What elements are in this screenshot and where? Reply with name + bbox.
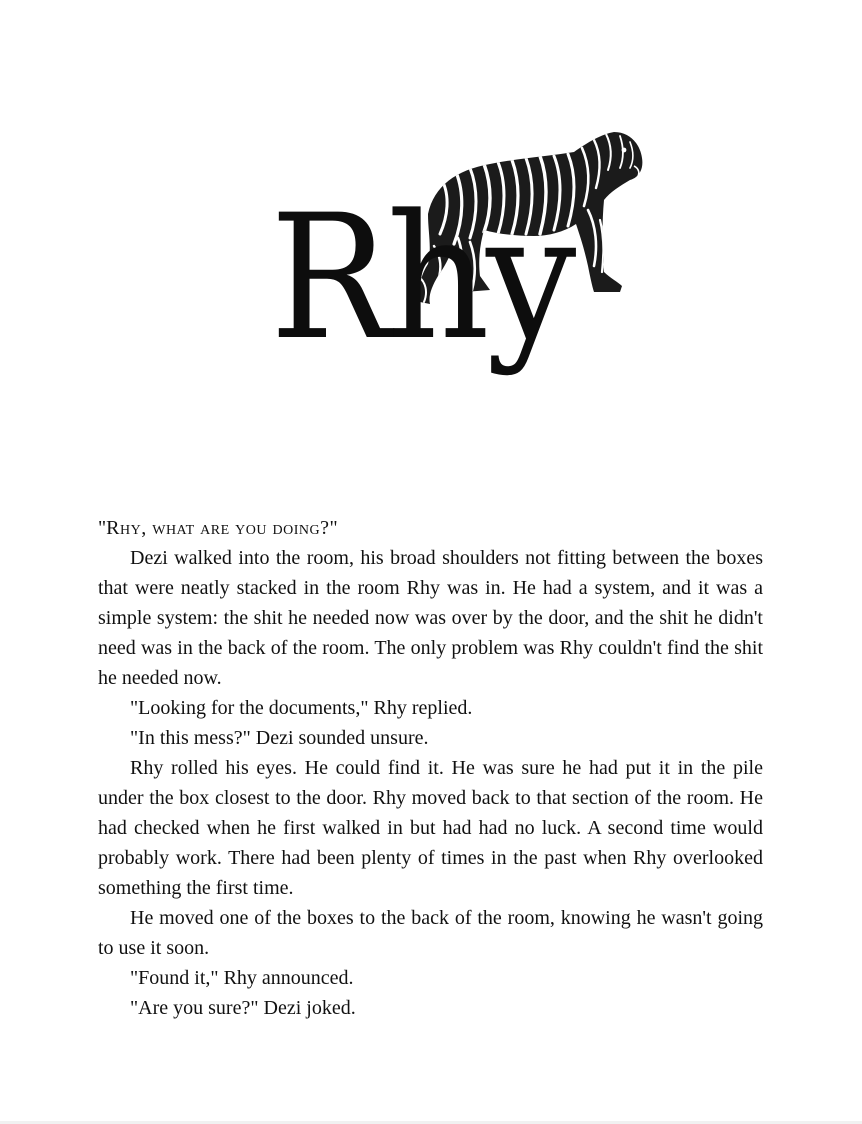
opening-first-word: Rhy, bbox=[106, 517, 147, 539]
paragraph: "In this mess?" Dezi sounded unsure. bbox=[130, 727, 429, 749]
opening-quote-open: " bbox=[98, 517, 107, 539]
chapter-heading bbox=[270, 120, 630, 420]
opening-rest: what are you doing? bbox=[146, 517, 330, 539]
paragraph: "Found it," Rhy announced. bbox=[130, 967, 354, 989]
paragraph: He moved one of the boxes to the back of the room, knowing he wasn't going to use it soon. bbox=[98, 907, 763, 959]
opening-quote-close: " bbox=[329, 517, 338, 539]
chapter-title: Rhy bbox=[270, 177, 573, 378]
paragraph: Dezi walked into the room, his broad shoulders not fitting between the boxes that were neatly stacked in the room Rhy was in. He had a system, and it was a simple system: the shit he needed now was over by the door, and the shit he didn't need was in the back of the room. The only problem was Rhy couldn't find the shit he needed now. bbox=[98, 547, 763, 689]
chapter-text bbox=[98, 513, 763, 1023]
opening-line bbox=[98, 513, 763, 543]
paragraph: Rhy rolled his eyes. He could find it. He was sure he had put it in the pile under the box closest to the door. Rhy moved back to that section of the room. He had checked when he first walked in but had had no luck. A second time would probably work. There had been plenty of times in the past when Rhy overlooked something the first time. bbox=[98, 757, 763, 899]
paragraph: "Are you sure?" Dezi joked. bbox=[130, 997, 356, 1019]
paragraph: "Looking for the documents," Rhy replied. bbox=[130, 697, 473, 719]
